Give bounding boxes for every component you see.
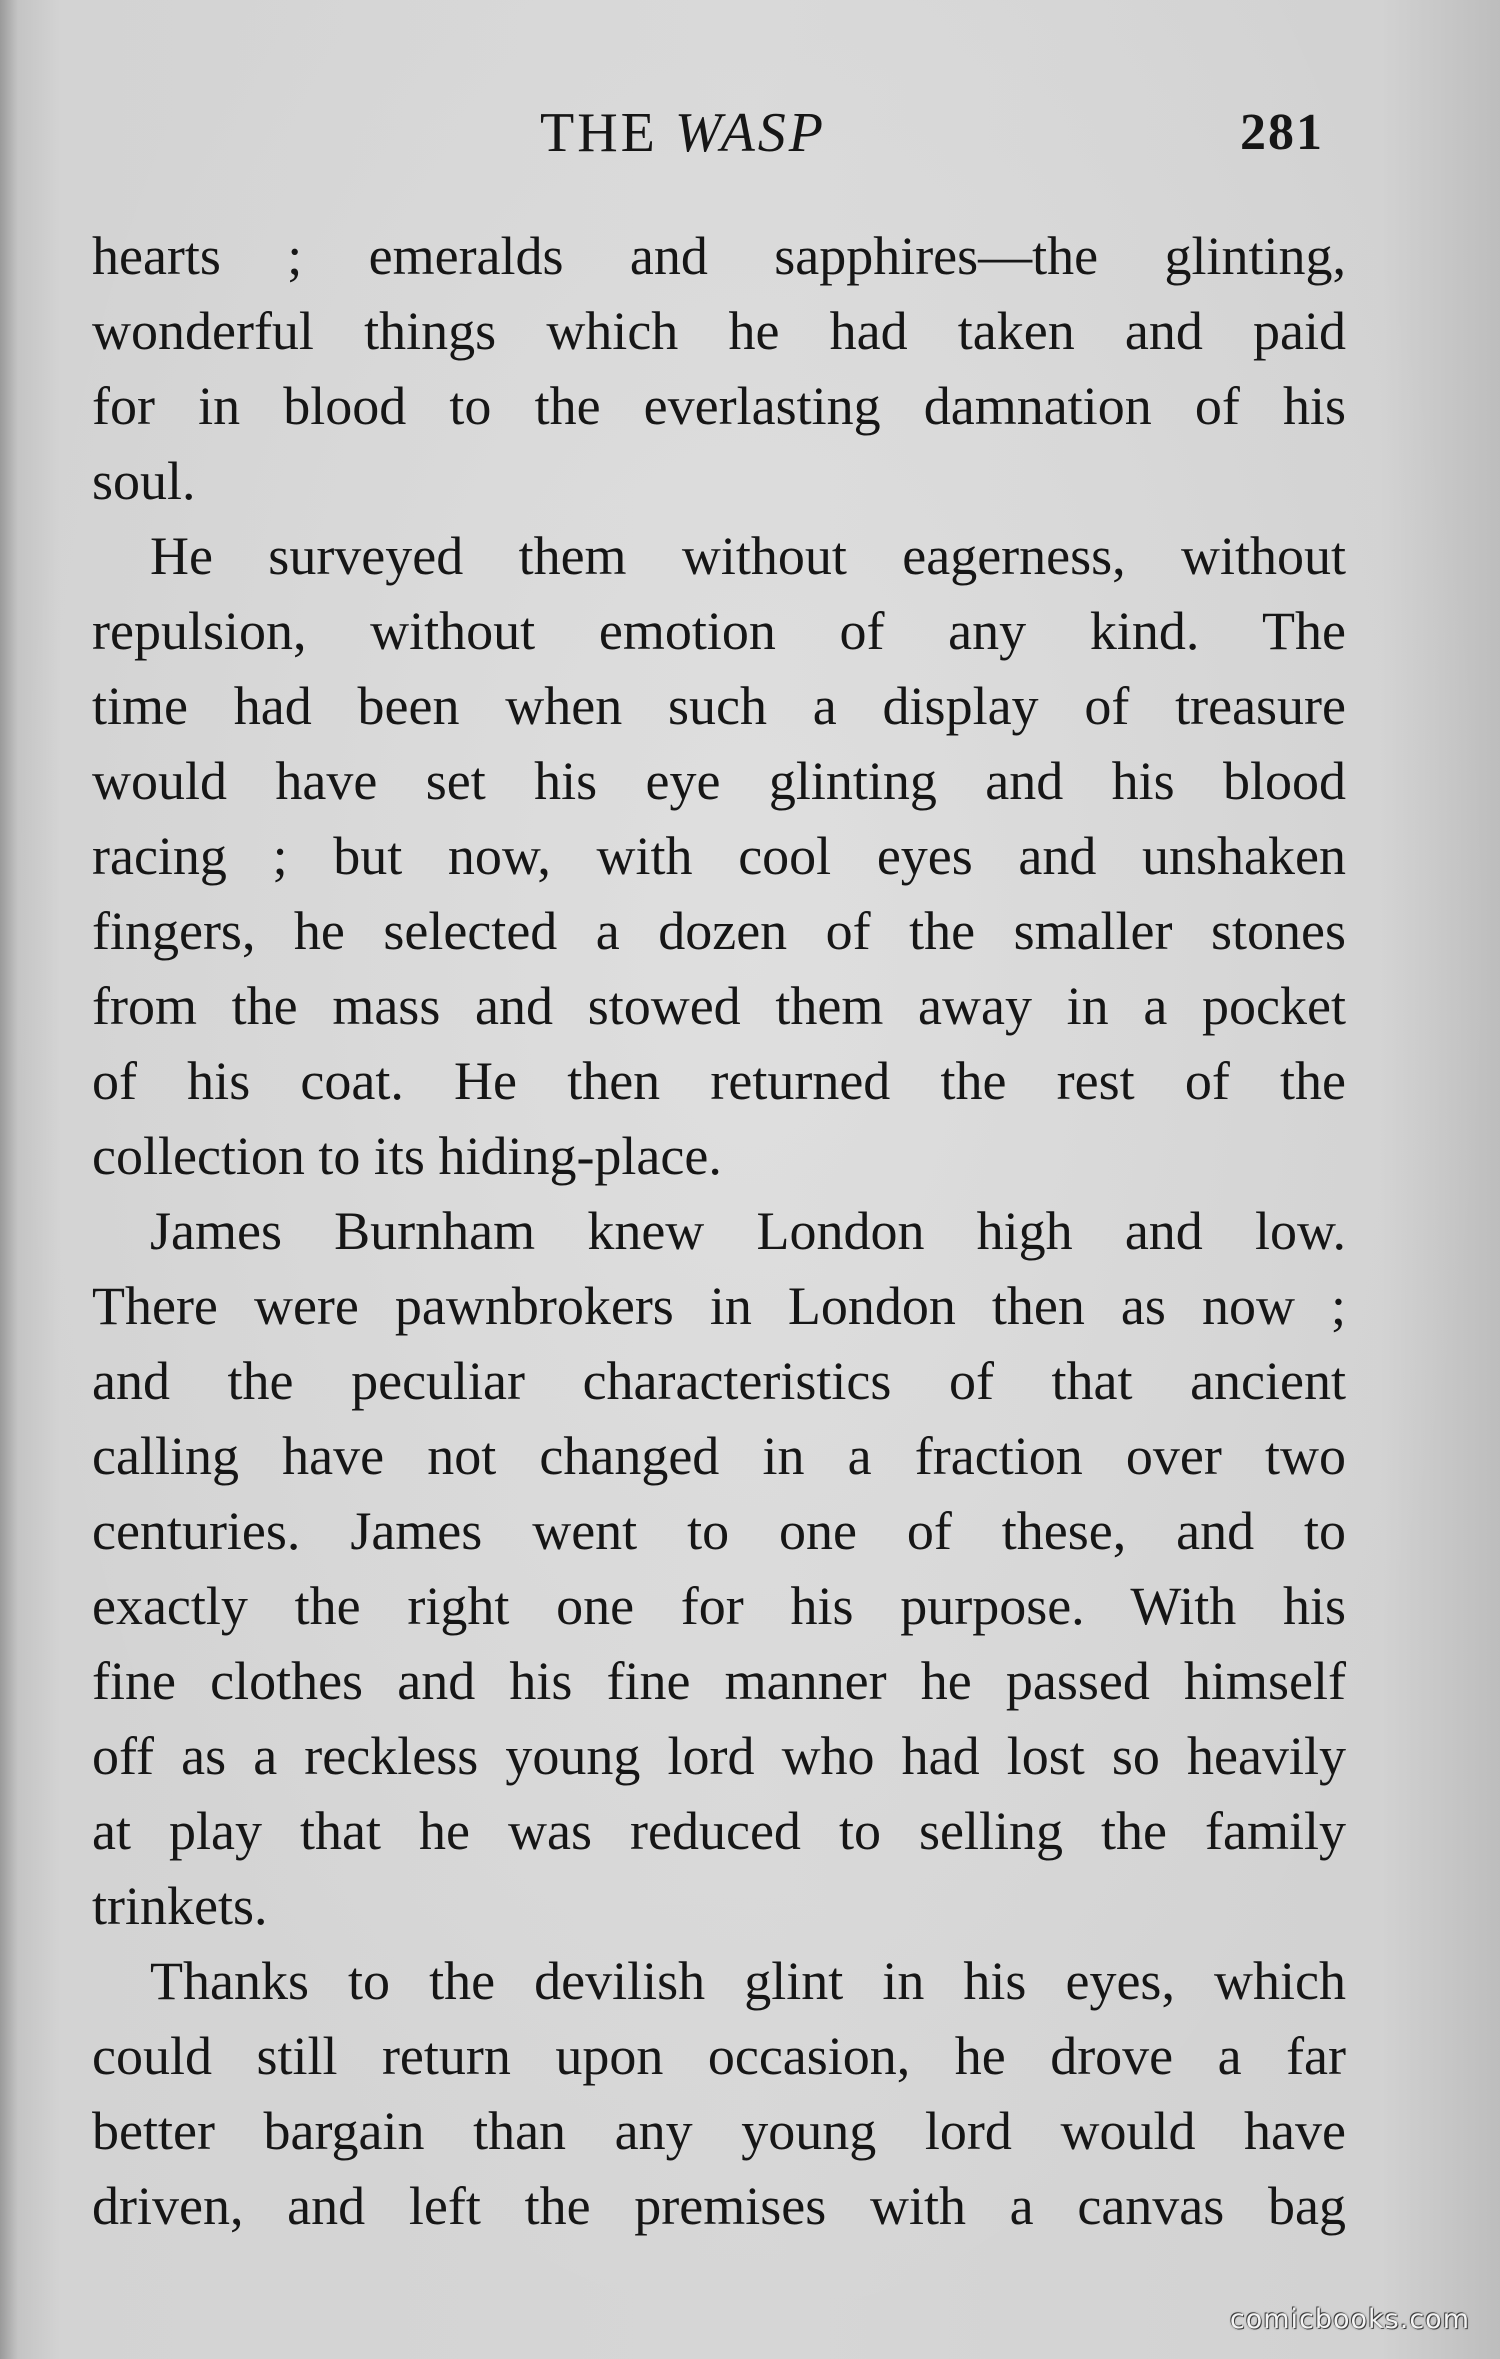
text-line: of his coat. He then returned the rest of the [92, 1051, 1346, 1111]
body-text [92, 219, 1346, 2244]
text-line: fine clothes and his fine manner he passed himself [92, 1651, 1346, 1711]
text-line: There were pawnbrokers in London then as now ; [92, 1276, 1346, 1336]
text-line: collection to its hiding-place. [92, 1126, 722, 1186]
watermark: comicbooks.com [1229, 2304, 1470, 2335]
running-head [0, 98, 1500, 168]
text-line: calling have not changed in a fraction over two [92, 1426, 1346, 1486]
text-line: exactly the right one for his purpose. With his [92, 1576, 1346, 1636]
running-title-prefix: THE [540, 102, 675, 164]
text-line: could still return upon occasion, he drove a far [92, 2026, 1346, 2086]
paragraph-first-line: He surveyed them without eagerness, without [150, 526, 1346, 586]
text-line: from the mass and stowed them away in a pocket [92, 976, 1346, 1036]
text-line: soul. [92, 451, 196, 511]
text-line: and the peculiar characteristics of that ancient [92, 1351, 1346, 1411]
text-line: wonderful things which he had taken and paid [92, 301, 1346, 361]
text-line: hearts ; emeralds and sapphires—the glinting, [92, 226, 1346, 286]
text-line: time had been when such a display of treasure [92, 676, 1346, 736]
running-title [540, 98, 826, 168]
text-line: at play that he was reduced to selling the family [92, 1801, 1346, 1861]
paragraph-first-line: James Burnham knew London high and low. [150, 1201, 1346, 1261]
text-line: repulsion, without emotion of any kind. The [92, 601, 1346, 661]
text-line: trinkets. [92, 1876, 268, 1936]
text-line: driven, and left the premises with a canvas bag [92, 2176, 1346, 2236]
text-line: racing ; but now, with cool eyes and unshaken [92, 826, 1346, 886]
text-line: off as a reckless young lord who had lost so heavily [92, 1726, 1346, 1786]
text-line: better bargain than any young lord would have [92, 2101, 1346, 2161]
text-line: centuries. James went to one of these, and to [92, 1501, 1346, 1561]
text-line: would have set his eye glinting and his blood [92, 751, 1346, 811]
paragraph-first-line: Thanks to the devilish glint in his eyes, which [150, 1951, 1346, 2011]
text-line: for in blood to the everlasting damnation of his [92, 376, 1346, 436]
page-number: 281 [1240, 104, 1324, 161]
running-title-emphasis: WASP [674, 102, 827, 164]
text-line: fingers, he selected a dozen of the smaller stones [92, 901, 1346, 961]
